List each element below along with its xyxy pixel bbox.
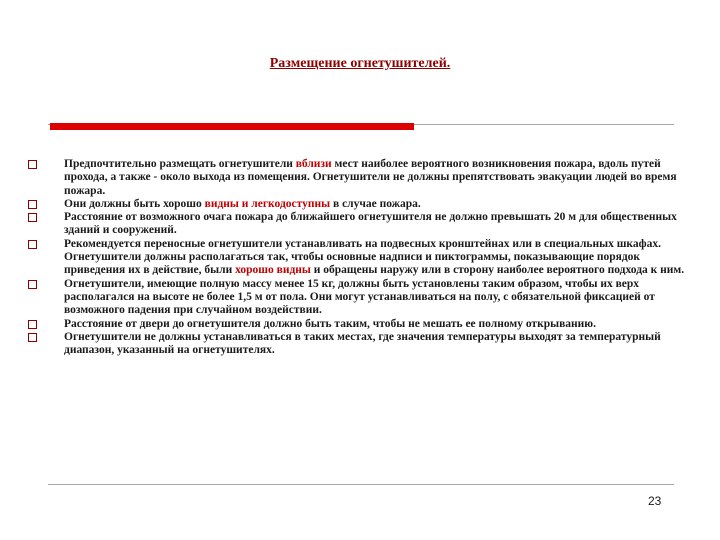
bullet-item <box>28 198 696 211</box>
bullet-item <box>28 278 696 318</box>
bullet-text: Рекомендуется переносные огнетушители устанавливать на подвесных кронштейнах или в специальных шкафах. Огнетушители должны располагаться так, чтобы основные надписи и пиктограммы, показывающие порядок приведения их в действие, были <box>64 237 661 277</box>
bullet-item <box>28 238 696 278</box>
square-bullet-icon <box>28 333 37 342</box>
square-bullet-icon <box>28 213 37 222</box>
bullet-text: и обращены наружу или в сторону наиболее вероятного подхода к ним. <box>310 264 685 277</box>
highlighted-text: вблизи <box>295 158 332 170</box>
bullet-item <box>28 318 696 331</box>
bullet-text: Огнетушители, имеющие полную массу менее 15 кг, должны быть установлены таким образом, чтобы их верх располагался на высоте не более 1,5 м от пола. Они могут устанавливаться на полу, с обязательной фиксацией от возможного падения при случайном воздействии. <box>64 277 655 317</box>
bullet-list <box>28 158 696 357</box>
highlighted-text: видны и легкодоступны <box>204 197 331 210</box>
slide-title: Размещение огнетушителей. <box>269 56 451 71</box>
bullet-text: Они должны быть хорошо <box>64 197 205 210</box>
highlighted-text: хорошо видны <box>235 264 311 277</box>
square-bullet-icon <box>28 240 37 249</box>
bullet-text: Расстояние от возможного очага пожара до ближайшего огнетушителя не должно превышать 20 м для общественных зданий и сооружений. <box>64 211 677 237</box>
square-bullet-icon <box>28 160 37 169</box>
bullet-text: в случае пожара. <box>330 197 421 210</box>
bullet-item <box>28 158 696 198</box>
square-bullet-icon <box>28 280 37 289</box>
bullet-text: мест наиболее вероятного возникновения пожара, вдоль путей прохода, а также - около выхода из помещения. Огнетушители не должны препятствовать эвакуации людей во время пожара. <box>64 158 677 197</box>
bullet-text: Огнетушители не должны устанавливаться в таких местах, где значения температуры выходят за температурный диапазон, указанный на огнетушителях. <box>64 330 661 357</box>
page-number: 23 <box>648 494 662 508</box>
bullet-item <box>28 331 696 358</box>
bullet-text: Предпочтительно размещать огнетушители <box>64 158 296 170</box>
title-accent-bar <box>50 123 414 130</box>
footer-divider-line <box>48 484 674 485</box>
square-bullet-icon <box>28 320 37 329</box>
bullet-item <box>28 211 696 238</box>
square-bullet-icon <box>28 200 37 209</box>
bullet-text: Расстояние от двери до огнетушителя должно быть таким, чтобы не мешать ее полному открыванию. <box>64 317 596 330</box>
